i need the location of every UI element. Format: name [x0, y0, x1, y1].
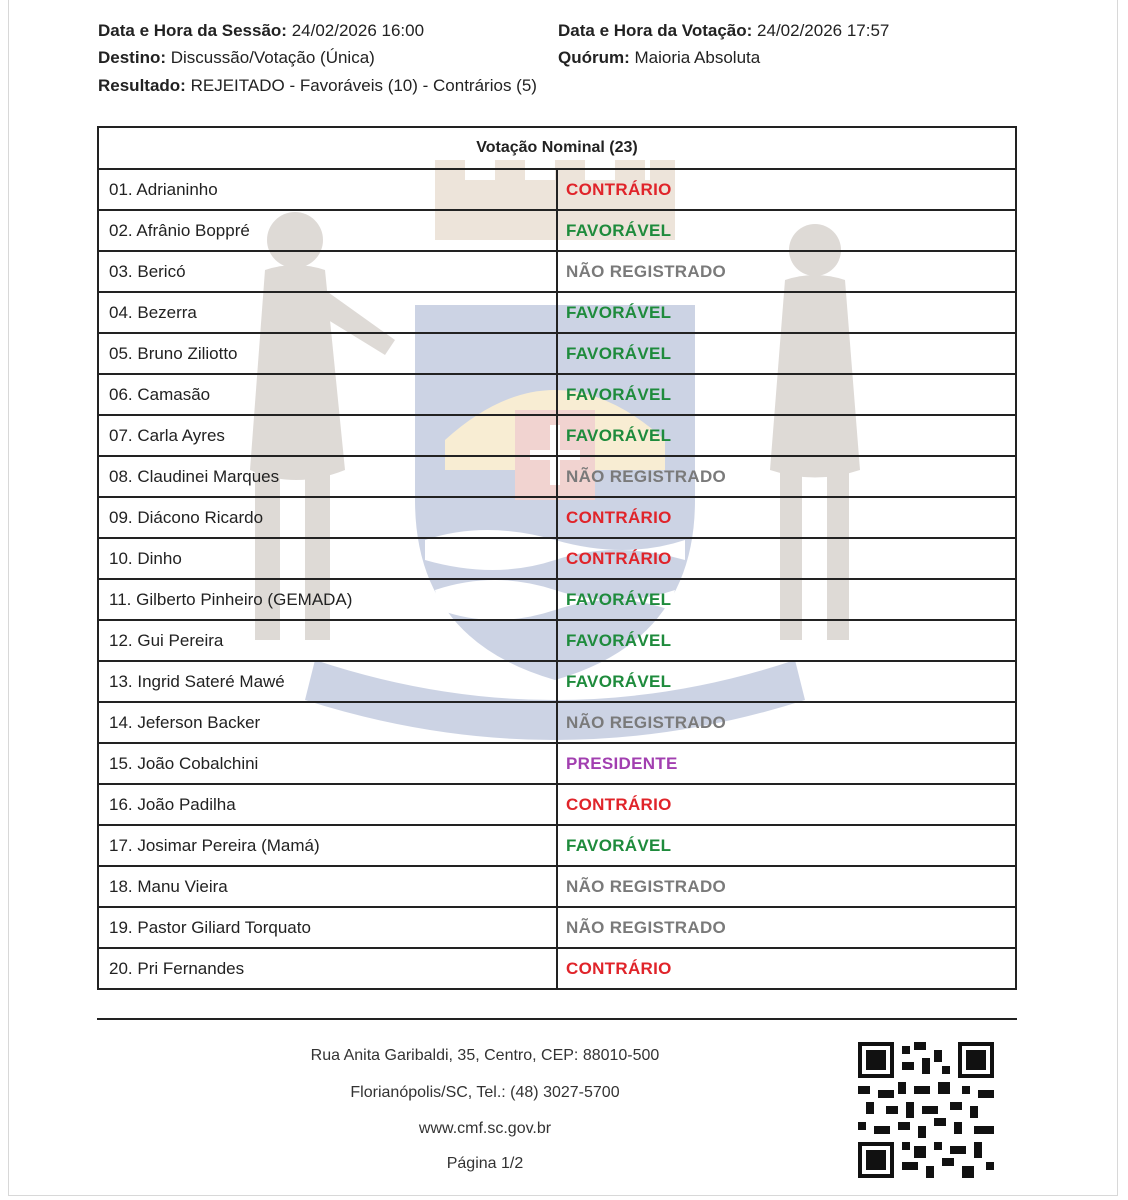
councillor-name: 06. Camasão [98, 374, 557, 415]
table-row [98, 866, 1016, 907]
councillor-name: 03. Bericó [98, 251, 557, 292]
councillor-name: 01. Adrianinho [98, 169, 557, 210]
vote-datetime [558, 17, 889, 44]
table-row [98, 456, 1016, 497]
table-row [98, 784, 1016, 825]
councillor-name: 19. Pastor Giliard Torquato [98, 907, 557, 948]
table-body [98, 169, 1016, 989]
footer-website: www.cmf.sc.gov.br [418, 1120, 552, 1137]
councillor-name: 08. Claudinei Marques [98, 456, 557, 497]
table-row [98, 620, 1016, 661]
table-row [98, 415, 1016, 456]
vote-status: FAVORÁVEL [557, 210, 1016, 251]
councillor-name: 09. Diácono Ricardo [98, 497, 557, 538]
vote-status: NÃO REGISTRADO [557, 702, 1016, 743]
councillor-name: 16. João Padilha [98, 784, 557, 825]
table-row [98, 292, 1016, 333]
table-row [98, 579, 1016, 620]
quorum-label: Quórum: [558, 48, 630, 67]
vote-status: FAVORÁVEL [557, 333, 1016, 374]
vote-status: CONTRÁRIO [557, 784, 1016, 825]
table-row [98, 702, 1016, 743]
quorum [558, 44, 760, 71]
councillor-name: 14. Jeferson Backer [98, 702, 557, 743]
nominal-vote-table [97, 126, 1017, 990]
table-row [98, 948, 1016, 989]
resultado [98, 72, 537, 99]
vote-status: PRESIDENTE [557, 743, 1016, 784]
councillor-name: 17. Josimar Pereira (Mamá) [98, 825, 557, 866]
footer-city-phone: Florianópolis/SC, Tel.: (48) 3027-5700 [350, 1084, 620, 1101]
table-row [98, 374, 1016, 415]
destino [98, 44, 375, 71]
session-datetime [98, 17, 424, 44]
table-row [98, 907, 1016, 948]
vote-status: FAVORÁVEL [557, 661, 1016, 702]
table-header-row [98, 127, 1016, 169]
vote-status: FAVORÁVEL [557, 374, 1016, 415]
session-datetime-label: Data e Hora da Sessão: [98, 21, 287, 40]
table-row [98, 825, 1016, 866]
vote-status: FAVORÁVEL [557, 292, 1016, 333]
councillor-name: 20. Pri Fernandes [98, 948, 557, 989]
vote-datetime-value: 24/02/2026 17:57 [757, 21, 890, 40]
vote-status: NÃO REGISTRADO [557, 456, 1016, 497]
councillor-name: 11. Gilberto Pinheiro (GEMADA) [98, 579, 557, 620]
table-title: Votação Nominal (23) [98, 127, 1016, 169]
table-row [98, 251, 1016, 292]
vote-status: NÃO REGISTRADO [557, 907, 1016, 948]
vote-status: CONTRÁRIO [557, 948, 1016, 989]
councillor-name: 04. Bezerra [98, 292, 557, 333]
councillor-name: 13. Ingrid Sateré Mawé [98, 661, 557, 702]
vote-status: CONTRÁRIO [557, 169, 1016, 210]
table-row [98, 497, 1016, 538]
councillor-name: 07. Carla Ayres [98, 415, 557, 456]
vote-status: FAVORÁVEL [557, 825, 1016, 866]
page-number: Página 1/2 [446, 1155, 524, 1172]
table-row [98, 333, 1016, 374]
councillor-name: 18. Manu Vieira [98, 866, 557, 907]
table-row [98, 743, 1016, 784]
destino-label: Destino: [98, 48, 166, 67]
footer-address: Rua Anita Garibaldi, 35, Centro, CEP: 88010-500 [310, 1047, 660, 1064]
footer-divider [97, 1018, 1017, 1020]
vote-status: CONTRÁRIO [557, 497, 1016, 538]
vote-status: CONTRÁRIO [557, 538, 1016, 579]
table-row [98, 538, 1016, 579]
councillor-name: 05. Bruno Ziliotto [98, 333, 557, 374]
councillor-name: 15. João Cobalchini [98, 743, 557, 784]
qr-code-icon [858, 1042, 994, 1178]
councillor-name: 02. Afrânio Boppré [98, 210, 557, 251]
quorum-value: Maioria Absoluta [634, 48, 761, 67]
vote-status: FAVORÁVEL [557, 579, 1016, 620]
table-row [98, 661, 1016, 702]
table-row [98, 210, 1016, 251]
vote-status: FAVORÁVEL [557, 415, 1016, 456]
vote-status: NÃO REGISTRADO [557, 251, 1016, 292]
destino-value: Discussão/Votação (Única) [170, 48, 375, 67]
councillor-name: 10. Dinho [98, 538, 557, 579]
resultado-label: Resultado: [98, 76, 186, 95]
vote-status: FAVORÁVEL [557, 620, 1016, 661]
resultado-value: REJEITADO - Favoráveis (10) - Contrários (5) [190, 76, 537, 95]
vote-datetime-label: Data e Hora da Votação: [558, 21, 753, 40]
table-row [98, 169, 1016, 210]
session-datetime-value: 24/02/2026 16:00 [291, 21, 425, 40]
vote-status: NÃO REGISTRADO [557, 866, 1016, 907]
councillor-name: 12. Gui Pereira [98, 620, 557, 661]
